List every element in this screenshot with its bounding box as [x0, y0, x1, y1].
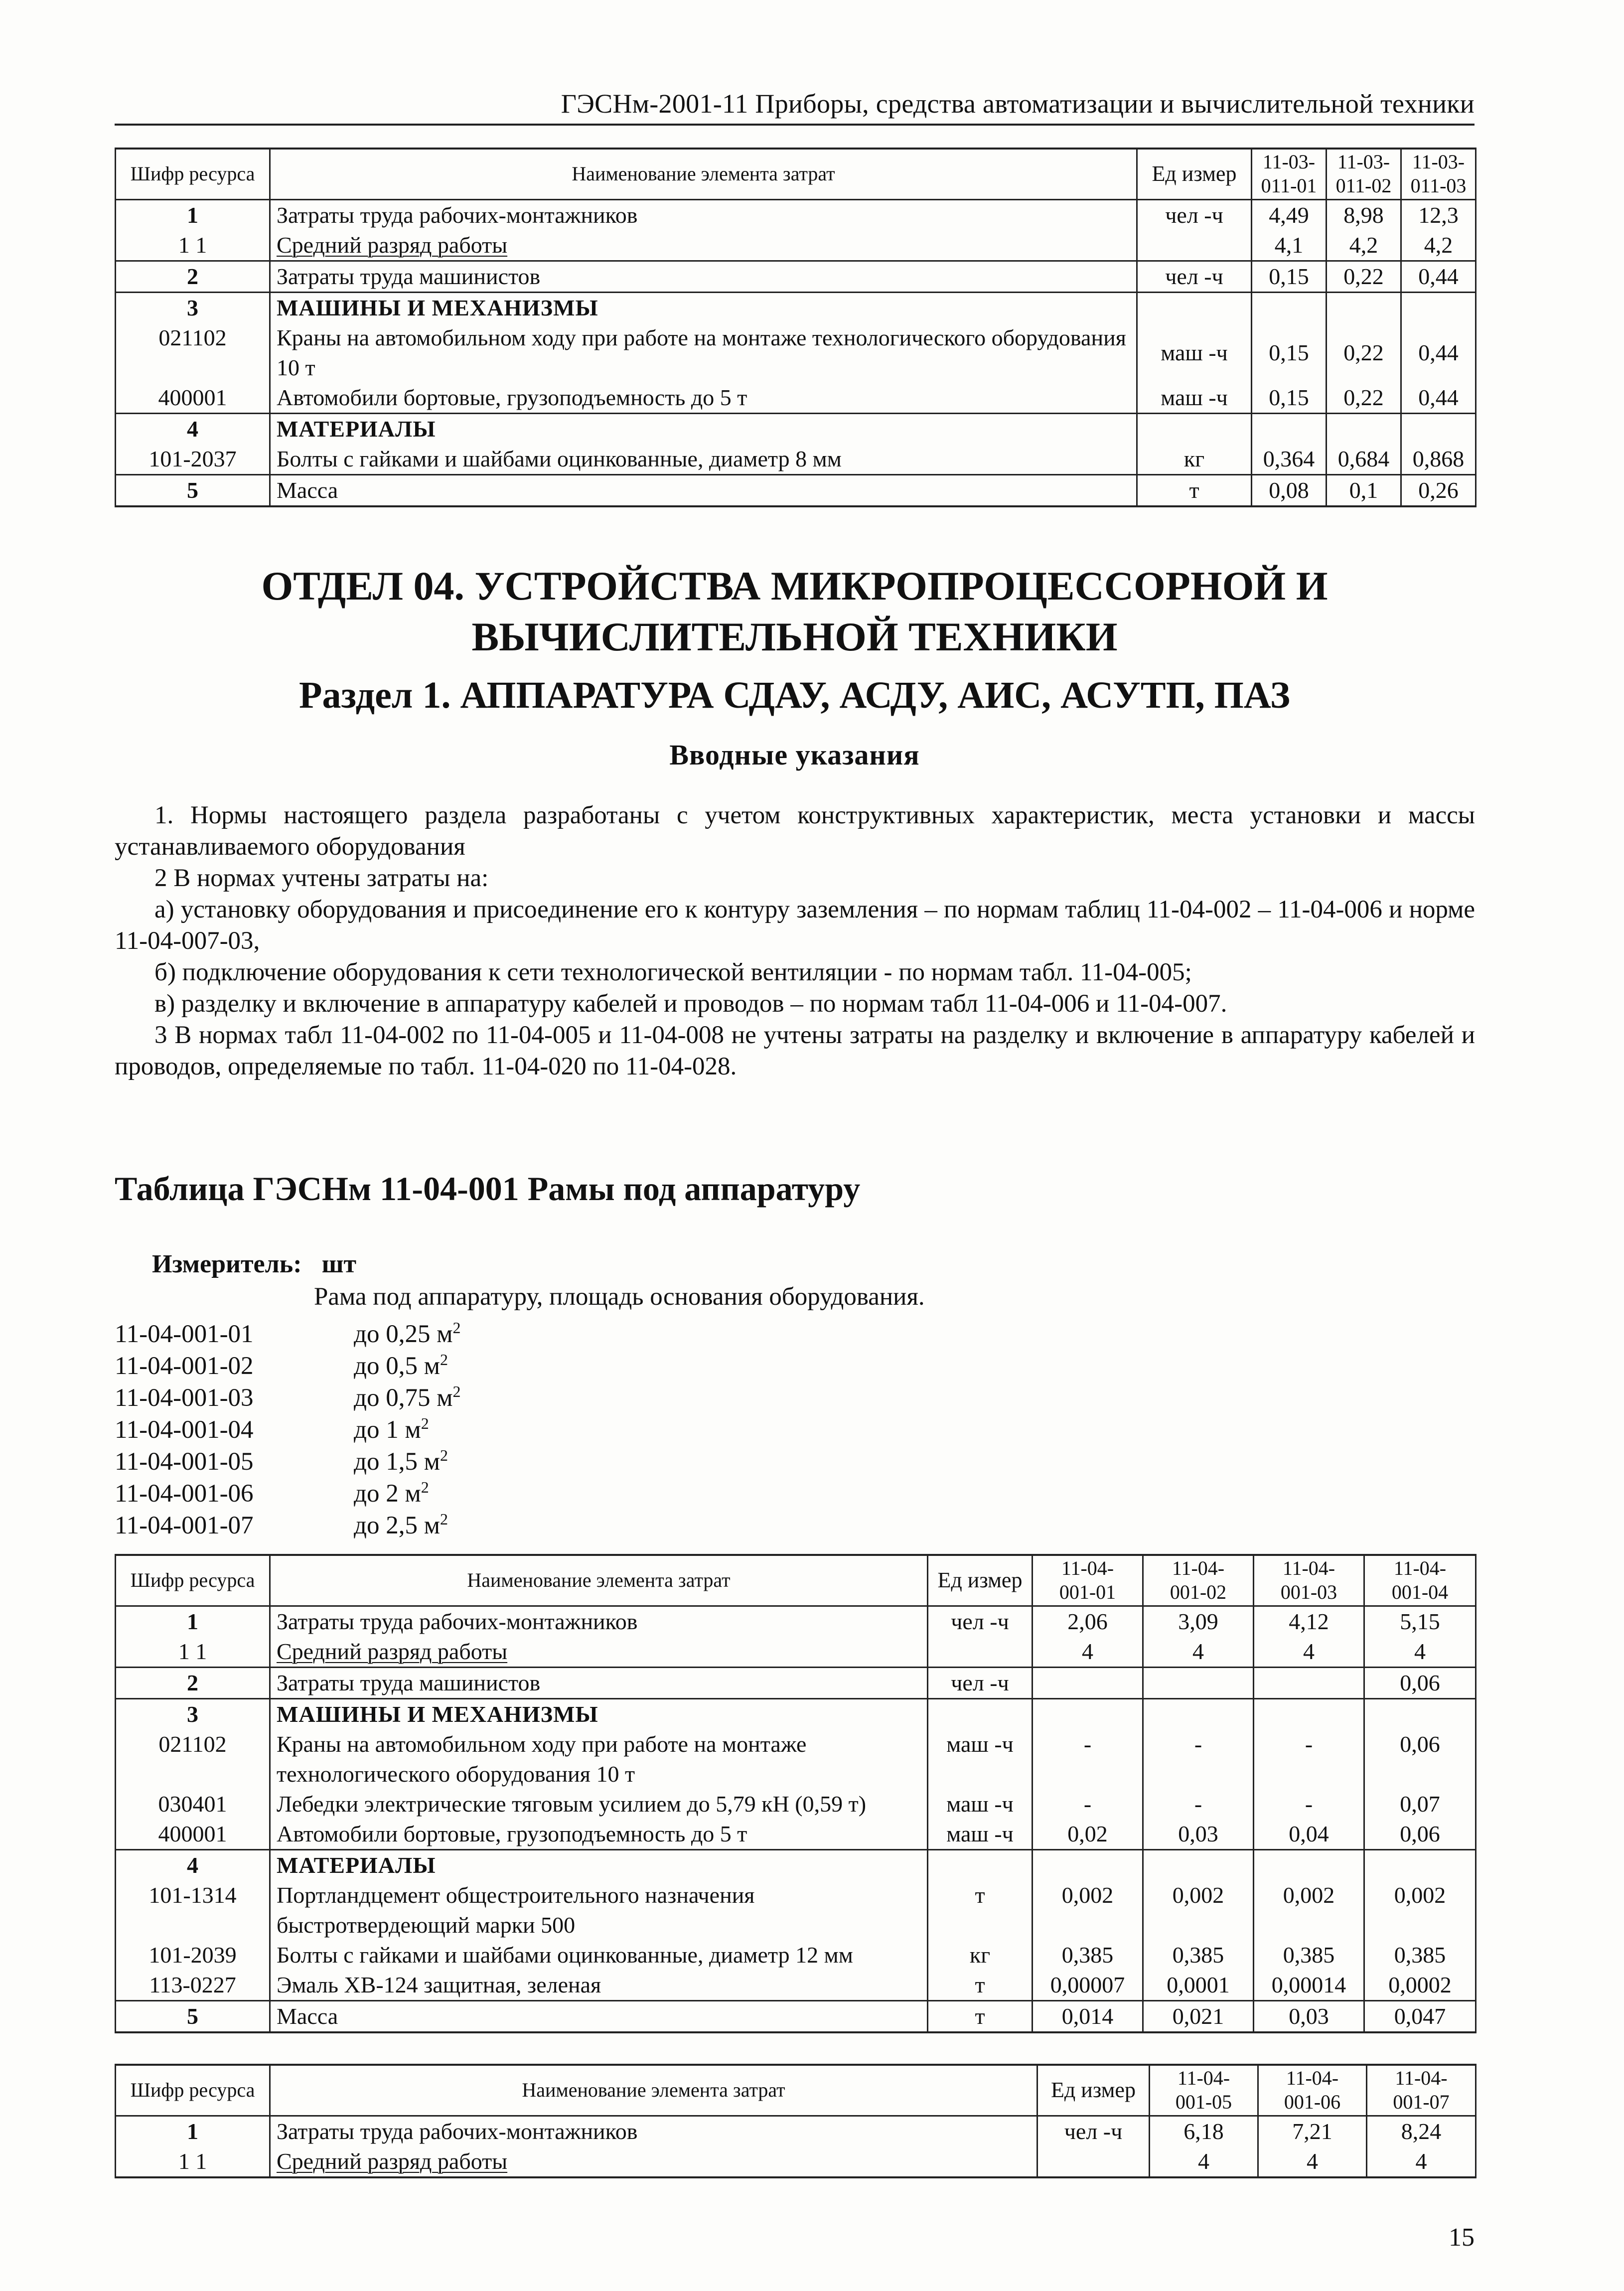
- list-item: 11-04-001-03 до 0,75 $м^2$: [115, 1382, 461, 1412]
- measure-unit: шт: [321, 1250, 357, 1278]
- header-code: Шифр ресурса: [116, 149, 270, 199]
- section-title: Раздел 1. АППАРАТУРА СДАУ, АСДУ, АИС, АСУТП, ПАЗ: [299, 674, 1290, 716]
- intro-paragraph: в) разделку и включение в аппаратуру кабелей и проводов – по нормам табл 11-04-006 и 11-04-007.: [154, 990, 1227, 1018]
- header-col-1: 11-04-001-01: [1033, 1555, 1143, 1606]
- header-col-4: 11-04-001-04: [1364, 1555, 1476, 1606]
- table-row: 5 Масса т 0,08 0,1 0,26: [116, 474, 1476, 506]
- table-row: 1 1 Средний разряд работы 4,1 4,2 4,2: [116, 230, 1476, 261]
- table-row: 2 Затраты труда машинистов чел -ч 0,06: [116, 1667, 1476, 1698]
- header-col-2: 11-04-001-02: [1143, 1555, 1254, 1606]
- table-row: 400001 Автомобили бортовые, грузоподъемность до 5 т маш -ч 0,02 0,03 0,04 0,06: [116, 1819, 1476, 1850]
- header-code: Шифр ресурса: [116, 1555, 270, 1606]
- intro-paragraph: а) установку оборудования и присоединение его к контуру заземления – по нормам таблиц 11-04-002 – 11-04-006 и норме 11-04-007-03,: [115, 896, 1475, 955]
- resource-table-11-03-011: [115, 148, 1476, 507]
- list-item: 11-04-001-01 до 0,25 $м^2$: [115, 1319, 461, 1348]
- table-row: 4 МАТЕРИАЛЫ: [116, 1849, 1476, 1880]
- table-row: 030401 Лебедки электрические тяговым усилием до 5,79 кН (0,59 т) маш -ч - - - 0,07: [116, 1789, 1476, 1819]
- page-number: 15: [1449, 2223, 1475, 2252]
- header-name: Наименование элемента затрат: [270, 2065, 1037, 2116]
- header-col-2: 11-04-001-06: [1258, 2065, 1367, 2116]
- intro-text: [115, 800, 1475, 1082]
- table-row: 021102 Краны на автомобильном ходу при работе на монтаже технологического оборудования 10 т маш -ч - - - 0,06: [116, 1729, 1476, 1789]
- header-col-2: 11-03-011-02: [1327, 149, 1401, 199]
- table-row: 3 МАШИНЫ И МЕХАНИЗМЫ: [116, 1698, 1476, 1729]
- header-unit: Ед измер: [928, 1555, 1033, 1606]
- table-row: 4 МАТЕРИАЛЫ: [116, 413, 1476, 444]
- table-row: 1 Затраты труда рабочих-монтажников чел -ч 4,49 8,98 12,3: [116, 199, 1476, 230]
- list-item: 11-04-001-07 до 2,5 $м^2$: [115, 1510, 448, 1539]
- header-col-1: 11-04-001-05: [1150, 2065, 1258, 2116]
- list-item: 11-04-001-05 до 1,5 $м^2$: [115, 1446, 448, 1476]
- list-item: 11-04-001-04 до 1 $м^2$: [115, 1414, 429, 1444]
- table-row: 101-2037 Болты с гайками и шайбами оцинкованные, диаметр 8 мм кг 0,364 0,684 0,868: [116, 444, 1476, 475]
- measure-line: [152, 1248, 356, 1280]
- intro-title: Вводные указания: [669, 739, 920, 771]
- intro-paragraph: 2 В нормах учтены затраты на:: [154, 864, 489, 892]
- table-row: 021102 Краны на автомобильном ходу при работе на монтаже технологического оборудования 10 т маш -ч 0,15 0,22 0,44: [116, 323, 1476, 383]
- list-item: 11-04-001-02 до 0,5 $м^2$: [115, 1351, 448, 1380]
- table-row: 3 МАШИНЫ И МЕХАНИЗМЫ: [116, 292, 1476, 323]
- table-row: 5 Масса т 0,014 0,021 0,03 0,047: [116, 2000, 1476, 2032]
- header-col-3: 11-03-011-03: [1401, 149, 1476, 199]
- table-row: 1 1 Средний разряд работы 4 4 4 4: [116, 1637, 1476, 1668]
- list-item: 11-04-001-06 до 2 $м^2$: [115, 1478, 429, 1508]
- header-col-1: 11-03-011-01: [1252, 149, 1327, 199]
- header-name: Наименование элемента затрат: [270, 149, 1137, 199]
- department-title: ОТДЕЛ 04. УСТРОЙСТВА МИКРОПРОЦЕССОРНОЙ И ВЫЧИСЛИТЕЛЬНОЙ ТЕХНИКИ: [261, 563, 1328, 659]
- header-unit: Ед измер: [1137, 149, 1252, 199]
- table-row: 400001 Автомобили бортовые, грузоподъемность до 5 т маш -ч 0,15 0,22 0,44: [116, 383, 1476, 414]
- variant-list: [115, 1312, 461, 1539]
- resource-table-11-04-001-b: [115, 2064, 1476, 2178]
- table-row: 1 1 Средний разряд работы 4 4 4: [116, 2146, 1476, 2177]
- table-row: 113-0227 Эмаль ХВ-124 защитная, зеленая т 0,00007 0,0001 0,00014 0,0002: [116, 1970, 1476, 2001]
- header-col-3: 11-04-001-07: [1367, 2065, 1476, 2116]
- running-header: ГЭСНм-2001-11 Приборы, средства автоматизации и вычислительной техники: [115, 88, 1475, 126]
- measure-label: Измеритель:: [152, 1250, 302, 1278]
- table-row: 2 Затраты труда машинистов чел -ч 0,15 0,22 0,44: [116, 261, 1476, 292]
- table-row: 101-1314 Портландцемент общестроительного назначения быстротвердеющий марки 500 т 0,002 0,002 0,002 0,002: [116, 1880, 1476, 1940]
- intro-paragraph: б) подключение оборудования к сети технологической вентиляции - по нормам табл. 11-04-005;: [154, 958, 1192, 986]
- header-code: Шифр ресурса: [116, 2065, 270, 2116]
- resource-table-11-04-001-a: [115, 1554, 1476, 2033]
- intro-paragraph: 1. Нормы настоящего раздела разработаны с учетом конструктивных характеристик, места установки и массы устанавливаемого оборудования: [115, 801, 1475, 861]
- frame-description: Рама под аппаратуру, площадь основания оборудования.: [314, 1283, 925, 1311]
- table-title: Таблица ГЭСНм 11-04-001 Рамы под аппаратуру: [115, 1170, 861, 1208]
- table-row: 1 Затраты труда рабочих-монтажников чел -ч 6,18 7,21 8,24: [116, 2116, 1476, 2146]
- table-row: 1 Затраты труда рабочих-монтажников чел -ч 2,06 3,09 4,12 5,15: [116, 1606, 1476, 1637]
- header-name: Наименование элемента затрат: [270, 1555, 928, 1606]
- header-col-3: 11-04-001-03: [1254, 1555, 1364, 1606]
- intro-paragraph: 3 В нормах табл 11-04-002 по 11-04-005 и 11-04-008 не учтены затраты на разделку и включение в аппаратуру кабелей и проводов, определяемые по табл. 11-04-020 по 11-04-028.: [115, 1021, 1475, 1080]
- table-row: 101-2039 Болты с гайками и шайбами оцинкованные, диаметр 12 мм кг 0,385 0,385 0,385 0,385: [116, 1940, 1476, 1970]
- header-unit: Ед измер: [1037, 2065, 1150, 2116]
